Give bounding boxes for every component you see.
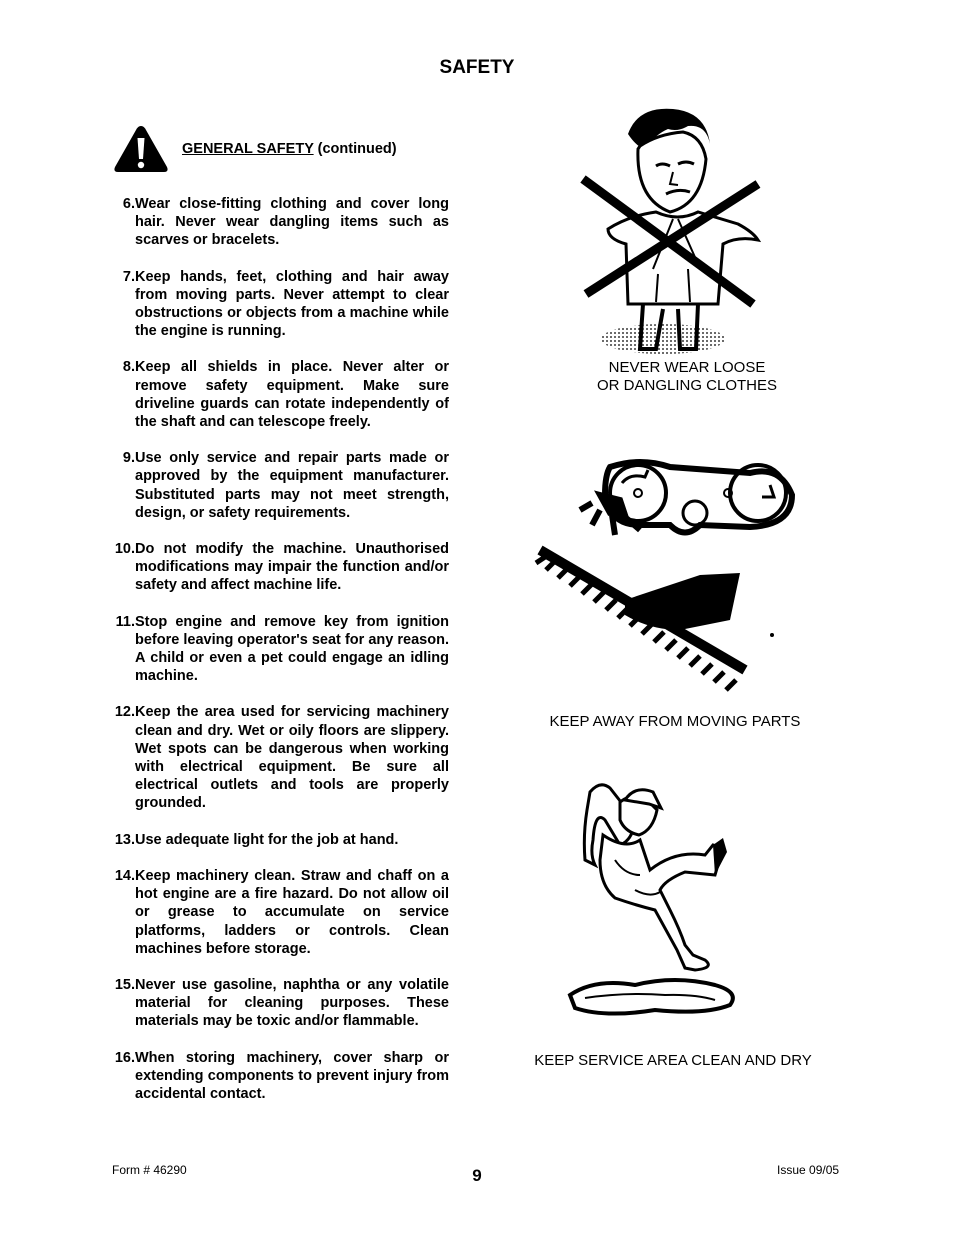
- item-number: 12.: [114, 704, 135, 721]
- item-number: 8.: [122, 359, 135, 376]
- warning-triangle-icon: [113, 124, 169, 174]
- moving-parts-caption: KEEP AWAY FROM MOVING PARTS: [549, 713, 801, 730]
- list-item: [100, 195, 449, 250]
- list-item: [100, 867, 449, 958]
- item-text: When storing machinery, cover sharp or extending components to prevent injury from accidental contact.: [135, 1049, 449, 1102]
- page-number: 9: [472, 1166, 482, 1185]
- safety-list: [100, 195, 449, 1121]
- issue-date: Issue 09/05: [777, 1163, 840, 1177]
- item-text: Never use gasoline, naphtha or any volatile material for cleaning purposes. These materials may be toxic and/or flammable.: [135, 976, 449, 1030]
- list-item: [100, 703, 449, 812]
- item-text: Keep all shields in place. Never alter or remove safety equipment. Make sure driveline guards can rotate independently of the shaft and can telescope freely.: [135, 359, 449, 431]
- list-item: [100, 831, 449, 849]
- clothes-caption: [580, 359, 794, 395]
- item-number: 9.: [122, 450, 135, 467]
- item-number: 7.: [122, 268, 135, 285]
- list-item: [100, 976, 449, 1031]
- item-number: 11.: [115, 613, 135, 630]
- item-text: Use adequate light for the job at hand.: [135, 831, 399, 848]
- item-number: 16.: [114, 1049, 135, 1066]
- loose-clothing-illustration: [578, 104, 763, 356]
- list-item: [100, 449, 449, 522]
- slipping-person-illustration: [565, 780, 745, 1022]
- moving-parts-illustration: [530, 455, 840, 705]
- item-text: Do not modify the machine. Unauthorised modifications may impair the function and/or safety and affect machine life.: [135, 541, 449, 594]
- list-item: [100, 540, 449, 595]
- item-number: 10.: [114, 541, 135, 558]
- page-title: SAFETY: [439, 57, 515, 78]
- item-text: Keep hands, feet, clothing and hair away from moving parts. Never attempt to clear obstructions or objects from a machine while the engine is running.: [135, 268, 449, 340]
- list-item: [100, 268, 449, 341]
- list-item: [100, 613, 449, 686]
- item-text: Wear close-fitting clothing and cover long hair. Never wear dangling items such as scarves or bracelets.: [135, 196, 449, 249]
- item-text: Keep machinery clean. Straw and chaff on a hot engine are a fire hazard. Do not allow oil or grease to accumulate on service platforms, ladders or controls. Clean machines before storage.: [135, 867, 449, 957]
- item-number: 15.: [114, 976, 135, 993]
- item-text: Keep the area used for servicing machinery clean and dry. Wet or oily floors are slippery. Wet spots can be dangerous when working with electrical equipment. Be sure all electrical outlets and tools are properly grounded.: [135, 704, 449, 812]
- list-item: [100, 1049, 449, 1104]
- section-heading: [182, 141, 397, 157]
- form-number: Form # 46290: [112, 1163, 187, 1177]
- clothes-caption-line2: OR DANGLING CLOTHES: [596, 377, 778, 394]
- clean-dry-caption: KEEP SERVICE AREA CLEAN AND DRY: [534, 1052, 812, 1069]
- section-heading-title: GENERAL SAFETY: [182, 141, 314, 157]
- list-item: [100, 358, 449, 431]
- item-text: Use only service and repair parts made or approved by the equipment manufacturer. Substituted parts may not meet strength, design, or safety requirements.: [135, 450, 449, 521]
- item-number: 13.: [114, 831, 135, 848]
- section-heading-suffix: (continued): [313, 141, 397, 157]
- item-text: Stop engine and remove key from ignition before leaving operator's seat for any reason. A child or even a pet could engage an idling machine.: [135, 613, 449, 685]
- clothes-caption-line1: NEVER WEAR LOOSE: [608, 359, 766, 376]
- item-number: 14.: [114, 867, 135, 884]
- item-number: 6.: [122, 196, 135, 212]
